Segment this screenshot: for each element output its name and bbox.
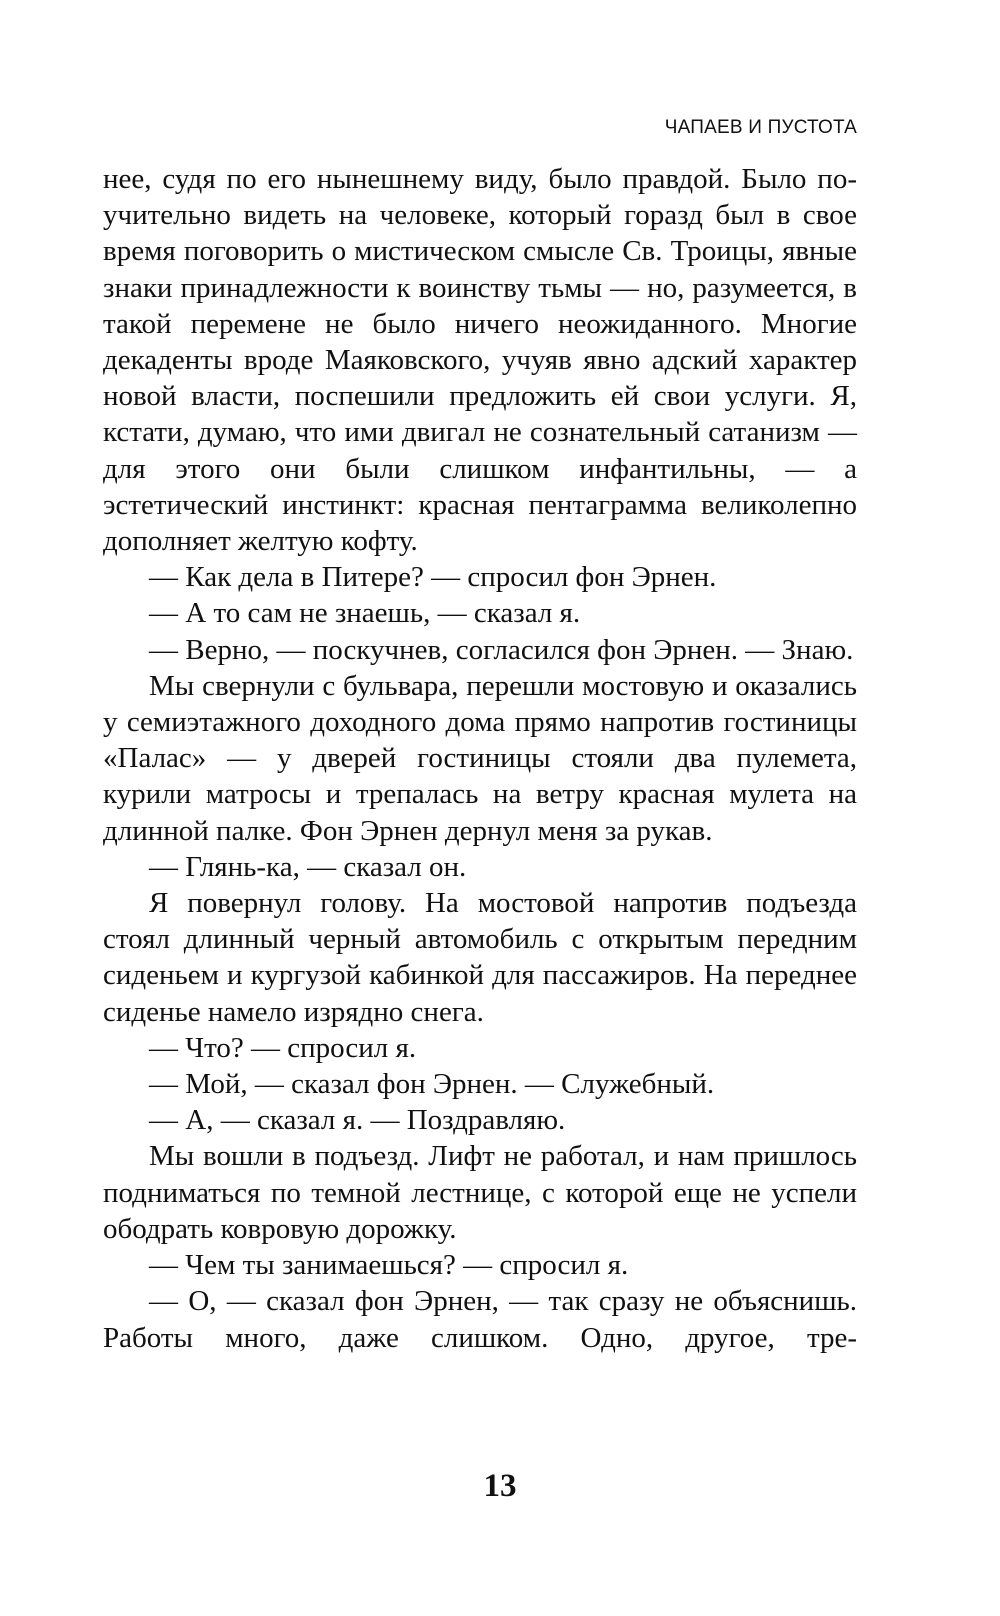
paragraph: Я повернул голову. На мостовой напротив подъезда стоял длинный черный автомобиль с открытым передним сиденьем и кургузой кабинкой для пассажиров. На переднее сиденье намело изрядно снега.	[103, 887, 857, 1028]
dialogue-line: — Глянь-ка, — сказал он.	[149, 850, 467, 883]
paragraph: Мы свернули с бульвара, перешли мостовую и оказались у семиэтажного доходного дома прямо напротив гостиницы «Палас» — у дверей гостиницы стояли два пулемета, курили матросы и трепалась на ветру красная мулета на длинной палке. Фон Эрнен дернул меня за рукав.	[103, 669, 857, 847]
dialogue-line: — Верно, — поскучнев, согласился фон Эрнен. — Знаю.	[149, 633, 854, 666]
dialogue-line: — А, — сказал я. — Поздравляю.	[149, 1104, 566, 1137]
dialogue-line: — А то сам не знаешь, — сказал я.	[149, 597, 581, 630]
dialogue-line: — Мой, — сказал фон Эрнен. — Служебный.	[149, 1068, 715, 1101]
body-text	[103, 161, 857, 1356]
running-head: ЧАПАЕВ И ПУСТОТА	[664, 117, 857, 138]
dialogue-line: — Как дела в Питере? — спросил фон Эрнен.	[149, 561, 717, 594]
dialogue-line: — О, — сказал фон Эрнен, — так сразу не объяснишь. Работы много, даже слишком. Одно, другое, тре-	[103, 1285, 857, 1354]
paragraph: Мы вошли в подъезд. Лифт не работал, и нам пришлось подниматься по темной лестнице, с которой еще не успели ободрать ковровую дорожку.	[103, 1140, 857, 1245]
paragraph: нее, судя по его нынешнему виду, было правдой. Было поучительно видеть на человеке, который горазд был в свое время поговорить о мистическом смысле Св. Троицы, явные знаки принадлежности к воинству тьмы — но, разумеется, в такой перемене не было ничего неожиданного. Многие декаденты вроде Маяковского, учуяв явно адский характер новой власти, поспешили предложить ей свои услуги. Я, кстати, думаю, что ими двигал не сознательный сатанизм — для этого они были слишком инфантильны, — а эстетический инстинкт: красная пентаграмма великолепно дополняет желтую кофту.	[103, 163, 857, 558]
dialogue-line: — Чем ты занимаешься? — спросил я.	[149, 1249, 629, 1282]
dialogue-line: — Что? — спросил я.	[149, 1031, 417, 1064]
page-number: 13	[483, 1468, 517, 1504]
